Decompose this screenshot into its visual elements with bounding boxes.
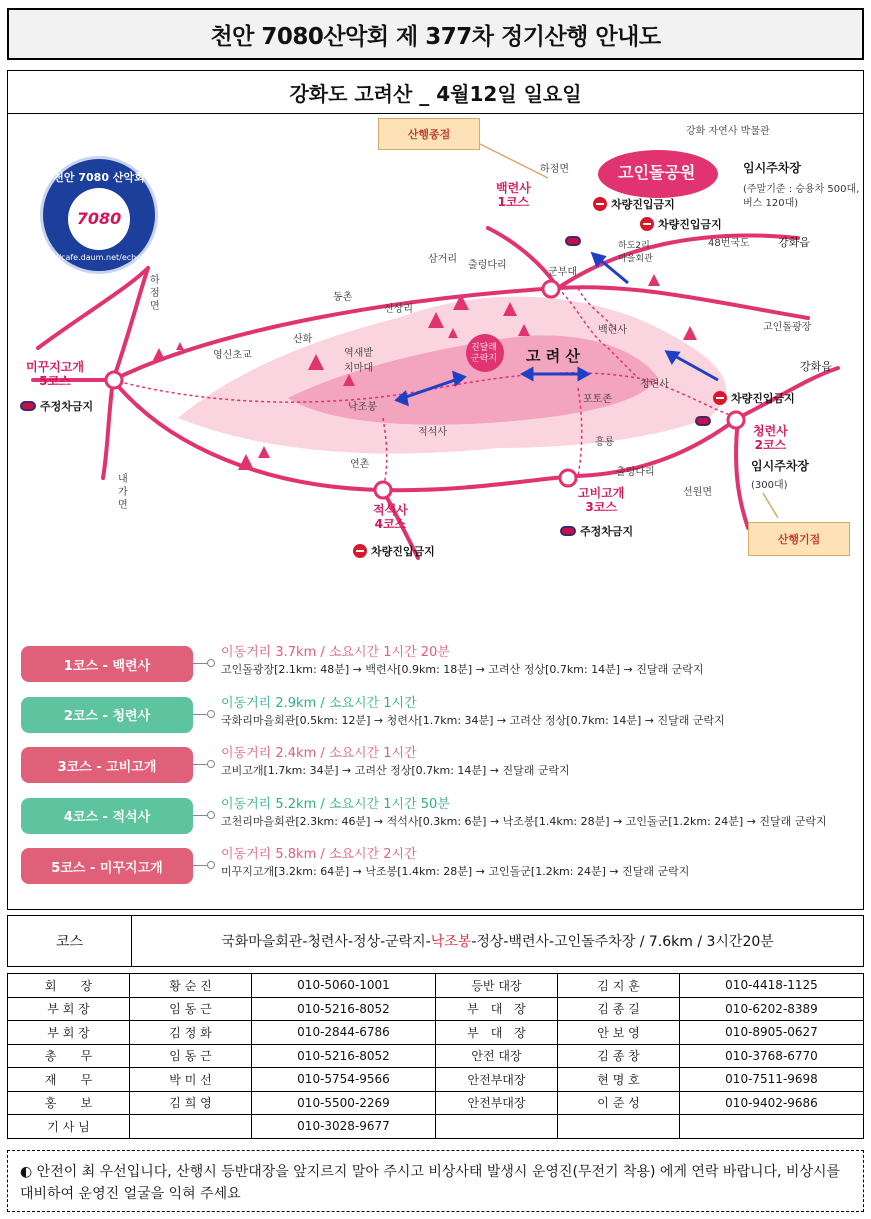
map-label-yeonchon: 연촌 [350,459,370,470]
map-section [7,70,864,910]
logo-center-text: 7080 [68,188,130,250]
role-cell: 등반 대장 [436,974,558,998]
course5-node [106,372,122,388]
club-logo [36,156,162,274]
phone-cell [680,1115,864,1139]
course-list [18,641,860,894]
map-temp-parking-detail1: (주말기준 : 승용차 500대, [743,184,860,195]
course-row [18,742,860,793]
table-row [8,1091,864,1115]
name-cell: 현 명 호 [558,1068,680,1092]
map-label-dongchon: 동촌 [333,292,353,303]
map-label-route48: 48번국도 [708,238,750,249]
map-label-sanhwa: 산화 [293,334,313,345]
connector-dot [207,710,215,718]
staff-table [7,973,864,1139]
course-detail: 국화리마을회관[0.5km: 12분] → 청련사[1.7km: 34분] → 고려산 정상[0.7km: 14분] → 진달래 군락지 [221,713,725,727]
name-cell [558,1115,680,1139]
connector-dot [207,811,215,819]
peak-marker [238,454,254,470]
map-label-baekryeon-small: 백련사 [598,325,627,336]
role-cell: 안전 대장 [436,1044,558,1068]
role-cell: 안전부대장 [436,1091,558,1115]
road-bottom-left [38,268,148,348]
role-cell [436,1115,558,1139]
course-summary: 이동거리 2.9km / 소요시간 1시간 [221,695,417,711]
course-pill: 5코스 - 미꾸지고개 [21,848,193,884]
map-label-naega: 내 가 면 [118,474,128,511]
map-label-jeokseok-small: 적석사 [418,427,447,438]
no-entry-sign: 차량진입금지 [713,390,795,406]
map-label-gunbudae: 군부대 [548,267,577,278]
road-east-top [558,235,798,288]
map-label-dolmen: 고인돌광장 [763,322,812,333]
logo-url-text: http://cafe.daum.net/echo7080 [36,252,162,262]
course-pill: 3코스 - 고비고개 [21,747,193,783]
phone-cell: 010-5216-8052 [252,1044,436,1068]
map-course3-label: 고비고개 3코스 [578,486,625,514]
phone-cell: 010-8905-0627 [680,1021,864,1045]
phone-cell: 010-3768-6770 [680,1044,864,1068]
map-label-yeokdae: 역새밭 치마대 [344,348,373,374]
role-cell: 기 사 님 [8,1115,130,1139]
map-label-cheongryeon-small: 청련사 [640,379,669,390]
safety-notice: ◐ 안전이 최 우선입니다, 산행시 등반대장을 앞지르지 말아 주시고 비상사태 발생시 운영진(무전기 착용) 에게 연락 바랍니다, 비상시를 대비하여 운영진 얼굴을 익혀 주세요 [7,1150,864,1212]
course-pill: 1코스 - 백련사 [21,646,193,682]
phone-cell: 010-5754-9566 [252,1068,436,1092]
map-temp-parking-detail2: 버스 120대) [743,198,799,209]
name-cell: 김 정 화 [130,1021,252,1045]
map-label-seonwon: 선원면 [683,487,712,498]
phone-cell: 010-4418-1125 [680,974,864,998]
map-label-potojon: 포토존 [583,394,612,405]
parking-icon [695,416,711,426]
role-cell: 총 무 [8,1044,130,1068]
map-course4-label: 적석사 4코스 [373,503,408,531]
parking-icon [565,236,581,246]
event-subtitle: 강화도 고려산 _ 4월12일 일요일 [8,71,863,114]
summit-label: 진달래 군락지 [471,343,498,364]
connector-dot [207,760,215,768]
phone-cell: 010-5500-2269 [252,1091,436,1115]
course-pill: 2코스 - 청련사 [21,697,193,733]
course-detail: 미꾸지고개[3.2km: 64분] → 낙조봉[1.4km: 28분] → 고인돌군[1.2km: 24분] → 진달래 군락지 [221,865,690,878]
role-cell: 부 대 장 [436,997,558,1021]
table-row [8,1068,864,1092]
map-label-nakjo: 낙조봉 [348,402,377,413]
no-entry-icon [640,217,654,231]
name-cell [130,1115,252,1139]
parking-marker: 주정차금지 [20,398,93,414]
map-temp-parking-title: 임시주차장 [743,161,801,175]
no-entry-sign: 차량진입금지 [640,216,722,232]
course-row [18,843,860,894]
callout-end-tail [478,143,548,178]
role-cell: 부 회 장 [8,997,130,1021]
parking-icon [560,526,576,536]
course-detail: 고비고개[1.7km: 34분] → 고려산 정상[0.7km: 14분] → 진달래 군락지 [221,764,570,777]
map-label-hajeom-vertical: 하 점 면 [150,275,160,312]
map-label-museum: 강화 자연사 박물관 [686,126,770,137]
phone-cell: 010-6202-8389 [680,997,864,1021]
callout-start: 산행기점 [748,522,850,556]
role-cell: 부 회 장 [8,1021,130,1045]
role-cell: 재 무 [8,1068,130,1092]
course-summary: 이동거리 5.2km / 소요시간 1시간 50분 [221,796,450,812]
course-row [18,641,860,692]
course-detail: 고인돌광장[2.1km: 48분] → 백련사[0.9km: 18분] → 고려산 정상[0.7km: 14분] → 진달래 군락지 [221,663,704,676]
role-cell: 부 대 장 [436,1021,558,1045]
page-title: 천안 7080산악회 제 377차 정기산행 안내도 [7,8,864,60]
name-cell: 박 미 선 [130,1068,252,1092]
map-label-ganghwa1: 강화읍 [778,236,810,249]
trail-map [18,118,860,588]
table-row [8,997,864,1021]
parking-marker: 주정차금지 [560,523,633,539]
map-label-hajeom: 하점면 [540,164,569,175]
name-cell: 임 동 근 [130,1044,252,1068]
map-peak-label: 고 려 산 [526,347,580,365]
map-course5-label: 미꾸지고개 5코스 [26,360,84,388]
logo-top-text: 천안 7080 산악회 [53,170,145,184]
name-cell: 임 동 근 [130,997,252,1021]
role-cell: 안전부대장 [436,1068,558,1092]
route-label: 코스 [8,916,132,966]
name-cell: 이 준 성 [558,1091,680,1115]
road-south-east [736,418,748,528]
map-label-sinsangri: 신상리 [384,304,413,315]
map-label-ganghwa2: 강화읍 [800,360,832,373]
route-part1: 국화마을회관-청련사-정상-군락지- [221,934,431,950]
name-cell: 황 순 진 [130,974,252,998]
peak-marker [258,446,270,458]
phone-cell: 010-5216-8052 [252,997,436,1021]
route-part2: -정상-백련사-고인돌주차장 / 7.6km / 3시간20분 [471,934,774,950]
table-row [8,1115,864,1139]
route-summary [7,915,864,967]
connector-dot [207,659,215,667]
table-row [8,1021,864,1045]
table-row [8,974,864,998]
no-entry-sign: 차량진입금지 [353,543,435,559]
parking-marker [695,416,711,426]
callout-end: 산행종점 [378,118,480,150]
parking-marker [565,236,581,246]
phone-cell: 010-5060-1001 [252,974,436,998]
road-south-west [103,380,113,478]
peak-marker [648,274,660,286]
map-course2-label: 청련사 2코스 [753,424,788,452]
course-summary: 이동거리 3.7km / 소요시간 1시간 20분 [221,645,450,660]
phone-cell: 010-7511-9698 [680,1068,864,1092]
role-cell: 회 장 [8,974,130,998]
no-entry-icon [713,391,727,405]
phone-cell: 010-2844-6786 [252,1021,436,1045]
course-summary: 이동거리 2.4km / 소요시간 1시간 [221,746,417,761]
course4-node [375,482,391,498]
peak-marker [153,348,165,360]
map-label-chuldari2: 출렁다리 [616,467,655,478]
callout-start-tail [763,493,778,518]
peak-marker [176,342,184,350]
course-row [18,692,860,743]
map-label-yeongsin: 영신초교 [213,350,252,361]
course-detail: 고천리마을회관[2.3km: 46분] → 적석사[0.3km: 6분] → 낙조봉[1.4km: 28분] → 고인돌군[1.2km: 24분] → 진달래 군락지 [221,814,827,828]
name-cell: 김 종 창 [558,1044,680,1068]
map-temp-parking2-detail: (300대) [751,480,788,491]
route-text [132,916,863,966]
phone-cell: 010-3028-9677 [252,1115,436,1139]
course-row [18,793,860,844]
map-course1-label: 백련사 1코스 [496,181,531,209]
no-entry-icon [353,544,367,558]
course2-node [728,412,744,428]
name-cell: 안 보 영 [558,1021,680,1045]
table-row [8,1044,864,1068]
course-summary: 이동거리 5.8km / 소요시간 2시간 [221,847,417,862]
role-cell: 홍 보 [8,1091,130,1115]
map-label-chuldari1: 출렁다리 [468,260,507,271]
name-cell: 김 종 길 [558,997,680,1021]
map-label-samgeori: 삼거리 [428,254,457,265]
no-entry-icon [593,197,607,211]
phone-cell: 010-9402-9686 [680,1091,864,1115]
course1-node [543,281,559,297]
peak-marker [683,326,697,340]
map-park-name: 고인돌공원 [618,163,696,182]
map-temp-parking2-title: 임시주차장 [751,459,809,473]
parking-icon [20,401,36,411]
connector-dot [207,861,215,869]
map-label-hado: 하도2리 마을회관 [618,241,653,264]
route-highlight: 낙조봉 [430,934,472,950]
name-cell: 김 지 훈 [558,974,680,998]
course-pill: 4코스 - 적석사 [21,798,193,834]
map-label-heungryong: 흥룡 [595,437,615,448]
no-entry-sign: 차량진입금지 [593,196,675,212]
name-cell: 김 희 영 [130,1091,252,1115]
course3-node [560,470,576,486]
